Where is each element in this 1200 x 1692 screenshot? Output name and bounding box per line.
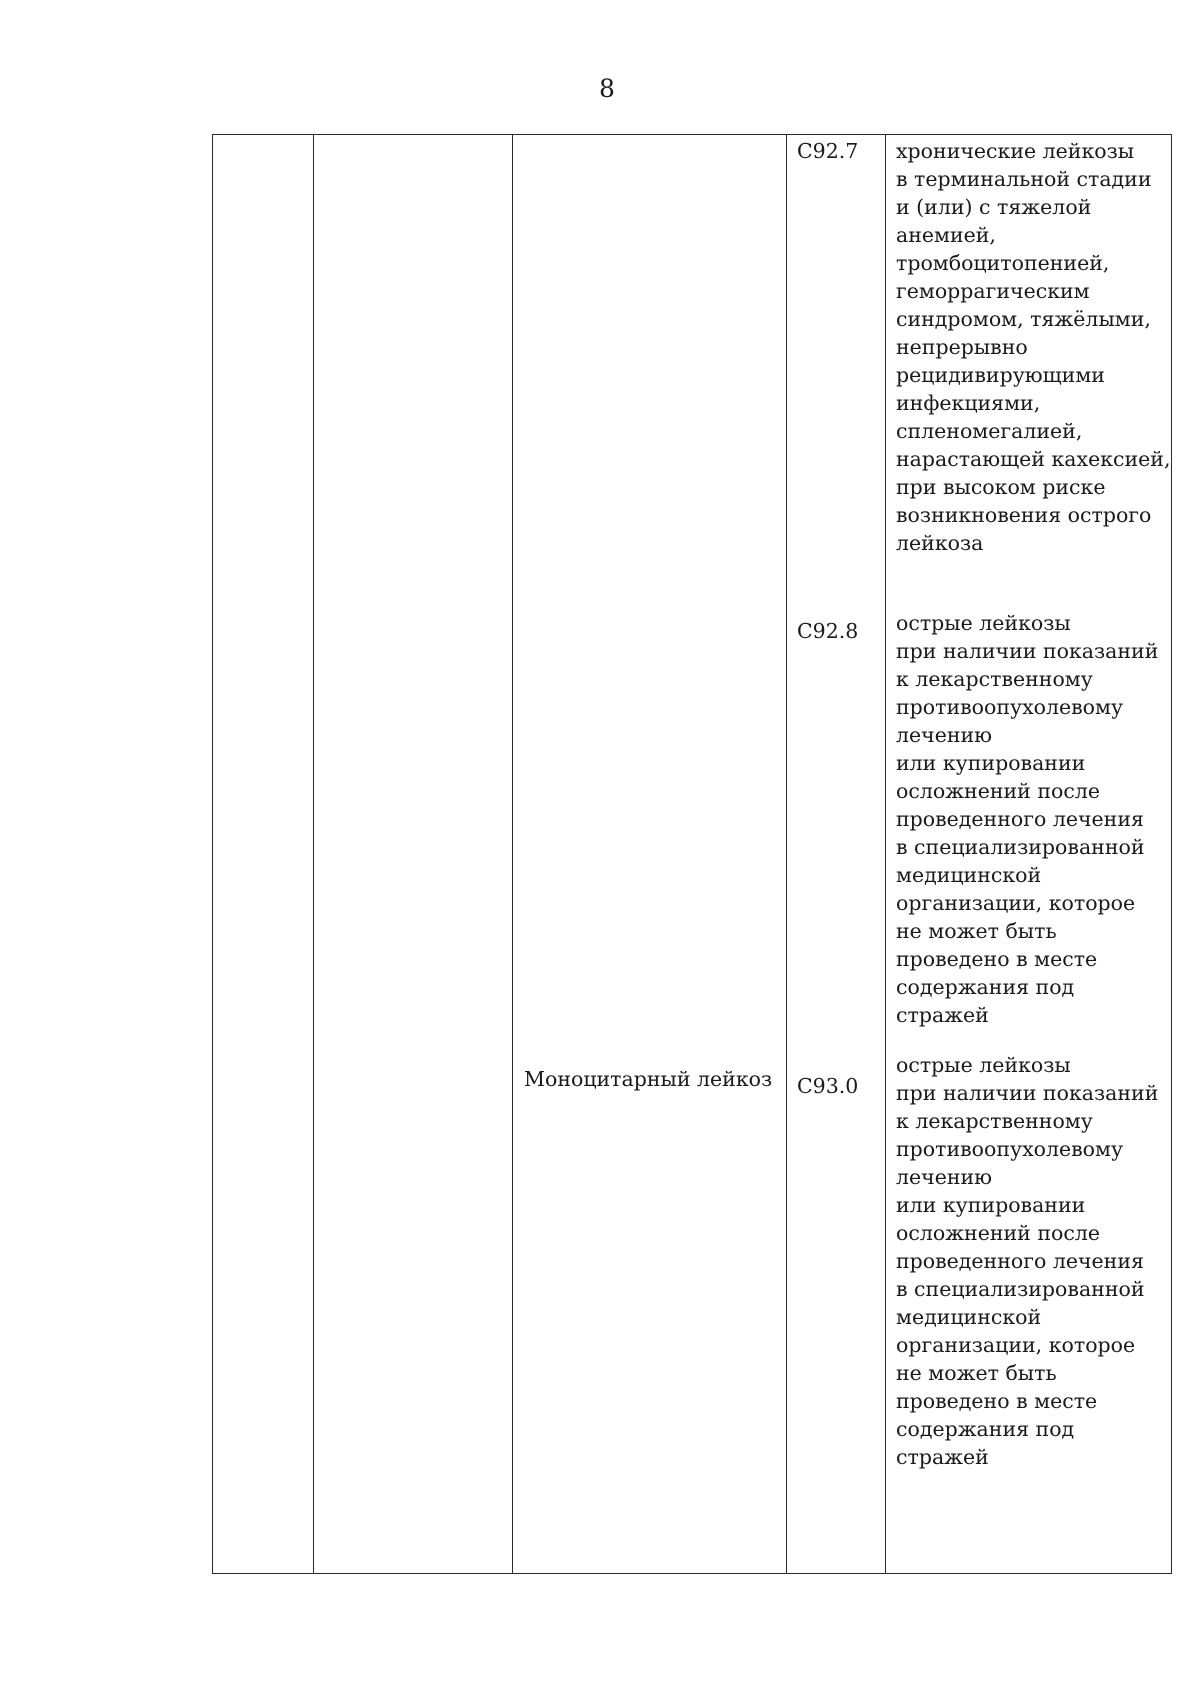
icd-code-c92-7: C92.7	[797, 139, 859, 163]
column-divider-1	[313, 135, 314, 1573]
condition-description-c93-0: острые лейкозы при наличии показаний к лекарственному противоопухолевому лечению или купировании осложнений после проведенного лечения в специализированной медицинской организации, которое не может быть проведено в месте содержания под стражей	[896, 1053, 1159, 1469]
column-divider-3	[786, 135, 787, 1573]
column-divider-2	[512, 135, 513, 1573]
icd-code-c93-0: C93.0	[797, 1074, 859, 1098]
page-number: 8	[599, 74, 615, 103]
condition-description-c92-8: острые лейкозы при наличии показаний к лекарственному противоопухолевому лечению или купировании осложнений после проведенного лечения в специализированной медицинской организации, которое не может быть проведено в месте содержания под стражей	[896, 611, 1159, 1027]
condition-description-c92-7: хронические лейкозы в терминальной стадии и (или) с тяжелой анемией, тромбоцитопенией, геморрагическим синдромом, тяжёлыми, непрерывно рецидивирующими инфекциями, спленомегалией, нарастающей кахексией, при высоком риске возникновения острого лейкоза	[896, 139, 1171, 555]
column-divider-4	[885, 135, 886, 1573]
icd-code-c92-8: C92.8	[797, 619, 859, 643]
diagnosis-name-monocytic-leukemia: Моноцитарный лейкоз	[524, 1067, 773, 1091]
diagnosis-table	[212, 134, 1172, 1574]
